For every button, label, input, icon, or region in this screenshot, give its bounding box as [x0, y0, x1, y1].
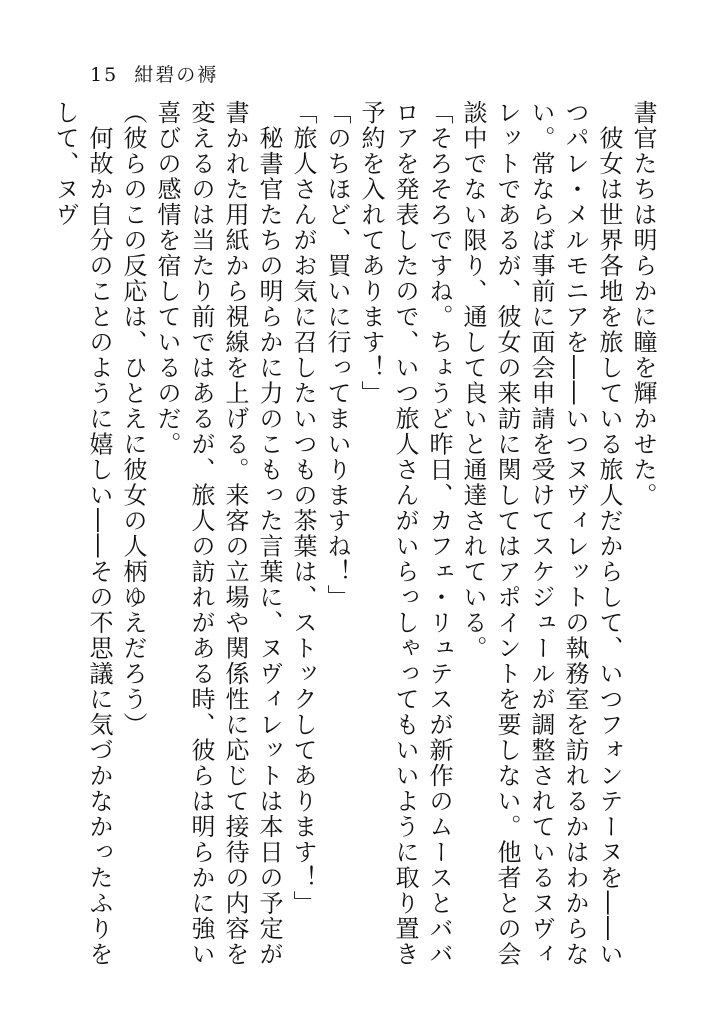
paragraph: 「そろそろですね。ちょうど昨日、カフェ・リュテスが新作のムースとババロアを発表したので、いつ旅人さんがいらっしゃってもいいように取り置き予約を入れてあります！」	[357, 100, 453, 967]
vertical-text-body	[51, 100, 660, 980]
paragraph: 「旅人さんがお気に召したいつもの茶葉は、ストックしてあります！」	[289, 100, 317, 916]
paragraph: 彼女は世界各地を旅している旅人だからして、いつフォンテーヌを――いつパレ・メルモニアを――いつヌヴィレットの執務室を訪れるかはわからない。常ならば事前に面会申請を受けてスケジュールが調整されているヌヴィレットであるが、彼女の来訪に関してはアポイントを要しない。他者との会談中でない限り、通して良いと通達されている。	[459, 100, 623, 967]
chapter-title: 紺碧の褥	[134, 64, 219, 86]
paragraph: 「のちほど、買いに行ってまいりますね！」	[323, 100, 351, 610]
paragraph: 書官たちは明らかに瞳を輝かせた。	[629, 100, 657, 508]
paragraph: （彼らのこの反応は、ひとえに彼女の人柄ゆえだろう）	[119, 100, 147, 738]
paragraph: 秘書官たちの明らかに力のこもった言葉に、ヌヴィレットは本日の予定が書かれた用紙から視線を上げる。来客の立場や関係性に応じて接待の内容を変えるのは当たり前ではあるが、旅人の訪れがある時、彼らは明らかに強い喜びの感情を宿しているのだ。	[153, 100, 283, 967]
page-header	[90, 60, 218, 87]
paragraph: 何故か自分のことのように嬉しい――その不思議に気づかなかったふりをして、ヌヴ	[51, 100, 113, 967]
page-number: 15	[90, 64, 119, 86]
